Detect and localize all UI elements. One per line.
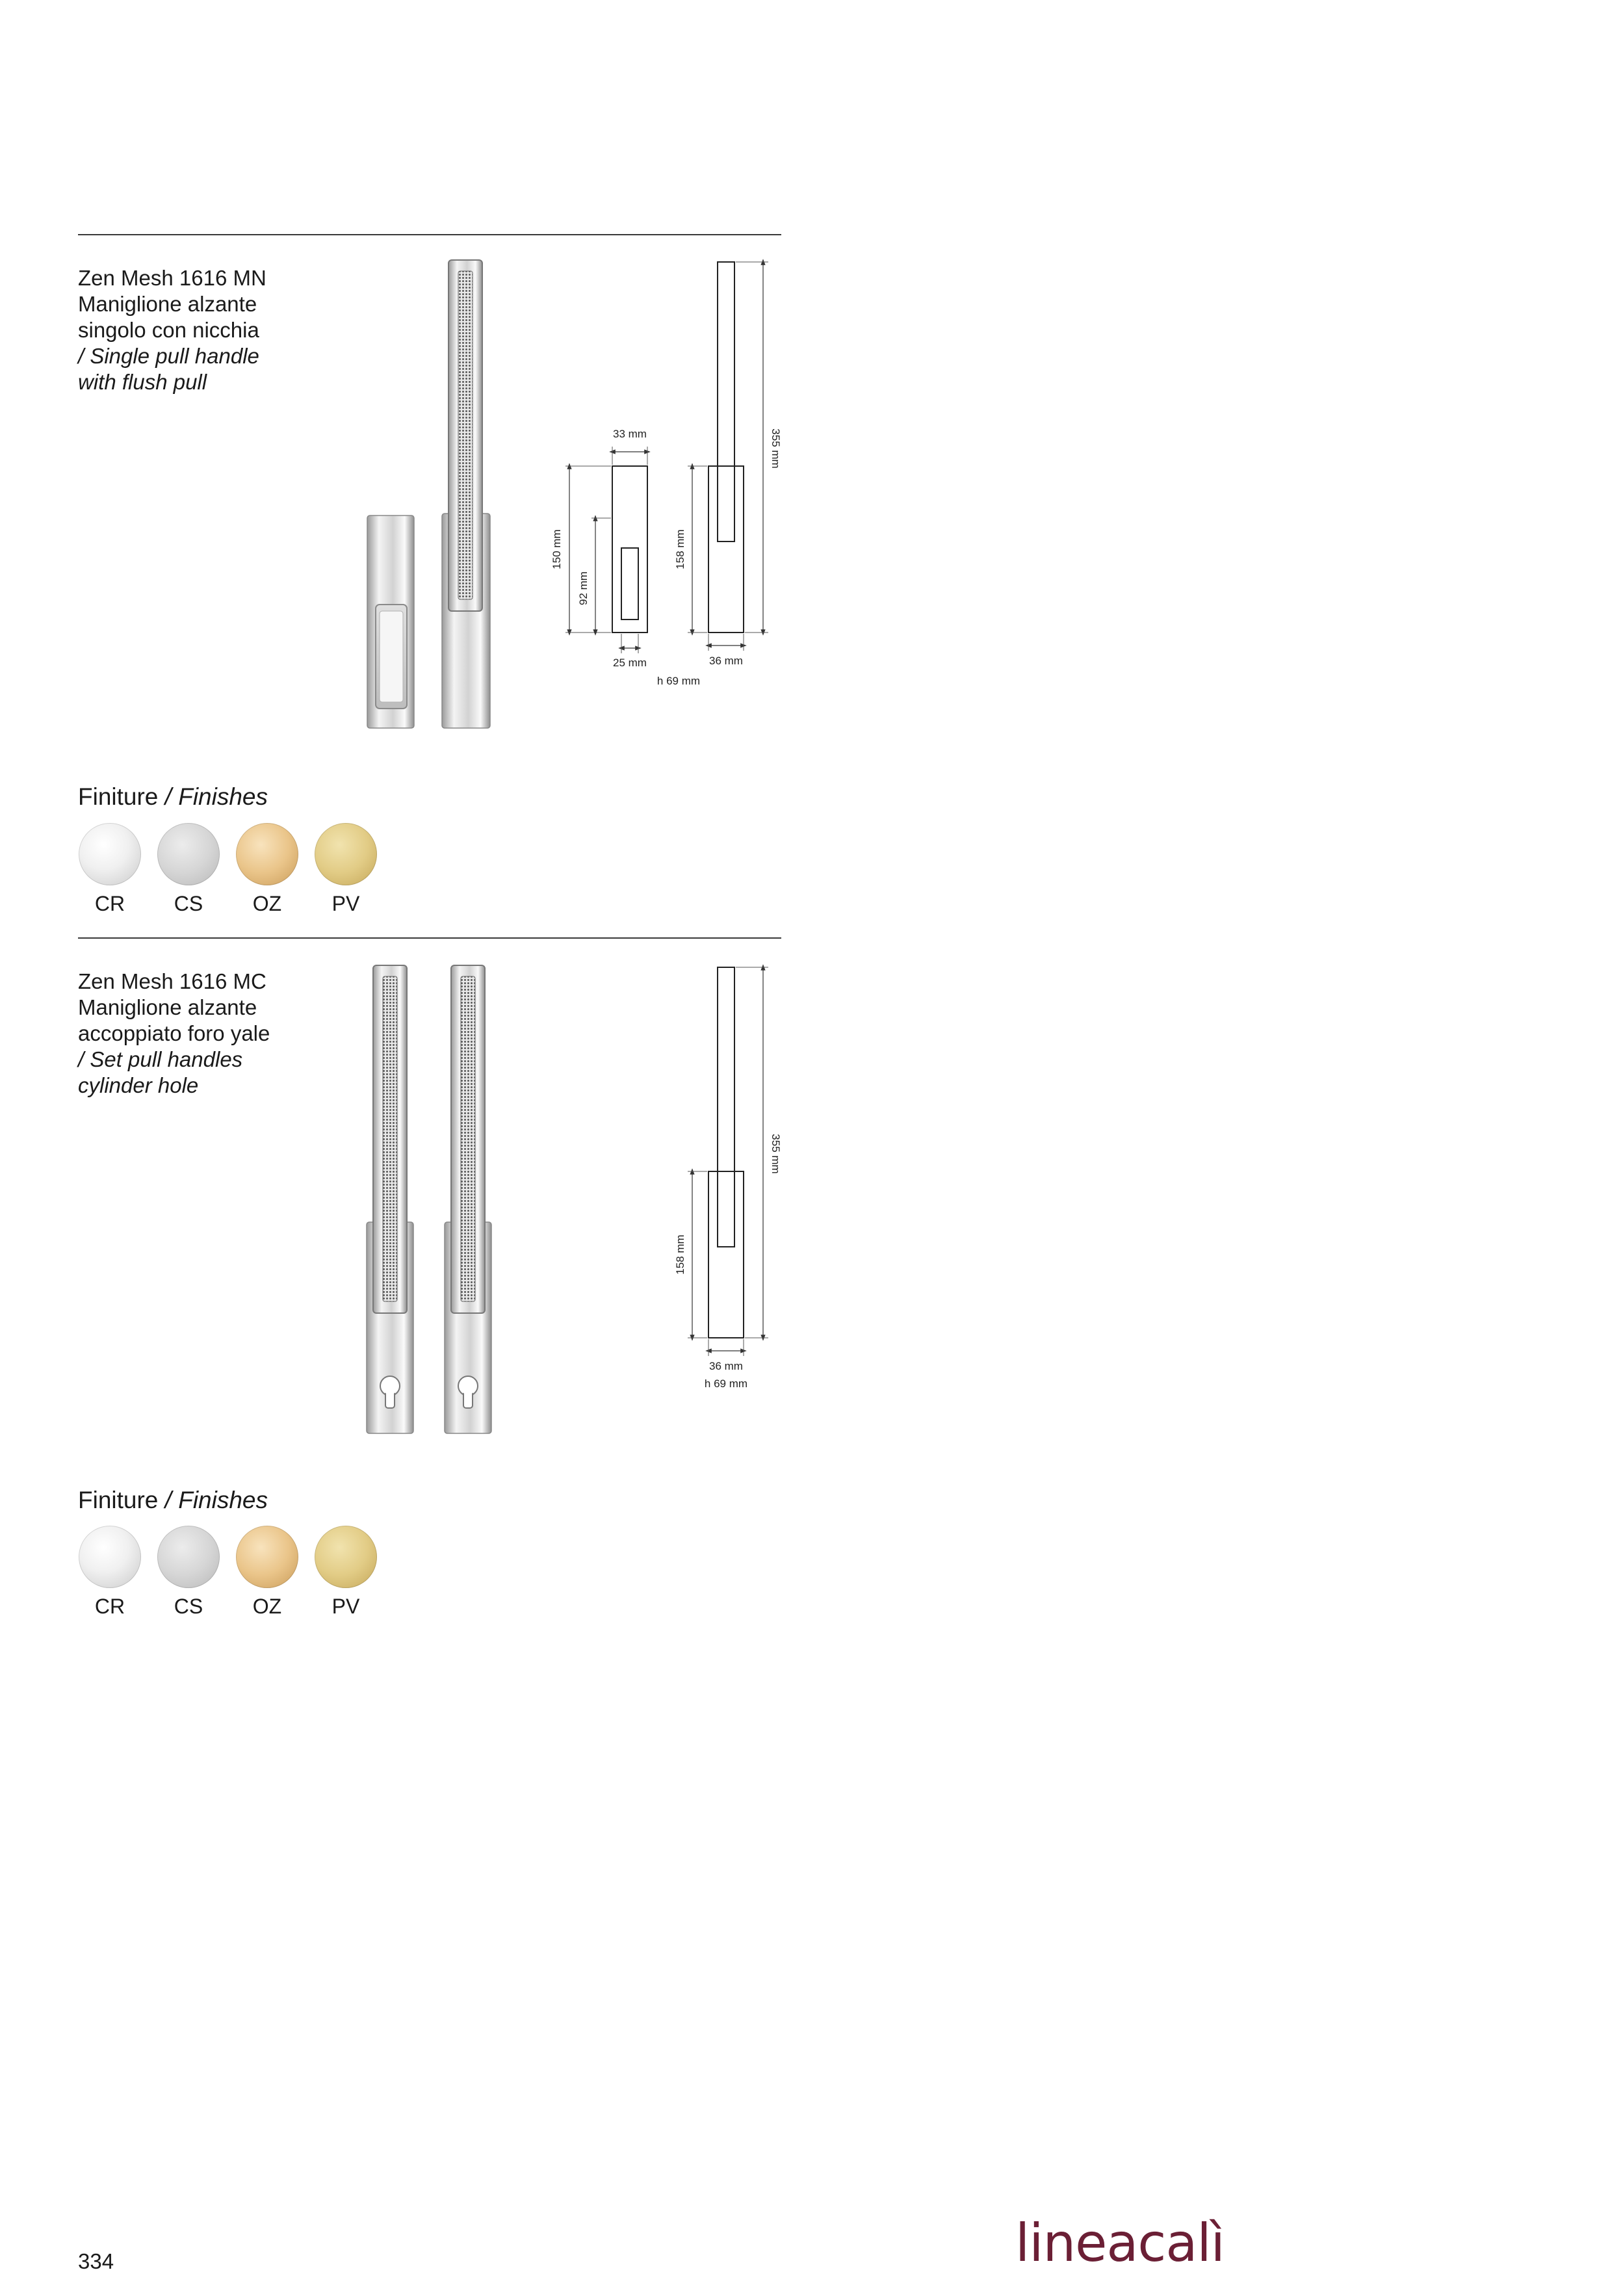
product-1-desc-it-2: singolo con nicchia <box>78 318 259 342</box>
finish-swatch-cr[interactable] <box>78 823 142 917</box>
product-2-model: Zen Mesh 1616 MC <box>78 969 266 993</box>
dim-flush-depth: h 69 mm <box>656 675 701 687</box>
finish-disc <box>157 1526 220 1588</box>
product-2-desc-it-2: accoppiato foro yale <box>78 1021 270 1045</box>
right-handle-image <box>445 965 491 1433</box>
dim-plate-width: 36 mm <box>709 655 743 667</box>
finish-disc <box>236 823 298 885</box>
section-divider-1 <box>78 234 781 235</box>
finishes-label-en: / Finishes <box>164 783 268 810</box>
dim-flush-height: 150 mm <box>551 529 563 569</box>
finish-swatch-cs[interactable] <box>157 1526 220 1619</box>
flush-pull-image <box>367 515 414 728</box>
section-divider-2 <box>78 937 781 939</box>
finishes-title-1 <box>78 783 268 811</box>
finish-disc <box>236 1526 298 1588</box>
finish-disc <box>157 823 220 885</box>
dim-flush-recess-height: 92 mm <box>577 571 590 605</box>
finish-disc <box>79 1526 141 1588</box>
dim-plate-width: 36 mm <box>709 1360 743 1372</box>
page-number: 334 <box>78 2249 114 2273</box>
dim-depth: h 69 mm <box>704 1377 748 1390</box>
dim-plate-height: 158 mm <box>674 529 686 569</box>
dim-total-height: 355 mm <box>770 1134 782 1174</box>
finish-code: PV <box>331 1595 360 1618</box>
finish-swatch-pv[interactable] <box>314 1526 378 1619</box>
finishes-swatches-1 <box>78 823 378 917</box>
finish-disc <box>79 823 141 885</box>
product-1-desc-en-1: / Single pull handle <box>78 344 259 368</box>
product-2-photo <box>356 962 512 1440</box>
finishes-label-it: Finiture <box>78 783 159 810</box>
dim-flush-recess-width: 25 mm <box>613 657 647 669</box>
product-1-photo <box>351 257 520 735</box>
finish-code: OZ <box>252 1595 282 1618</box>
brand-logo <box>1015 2214 1262 2273</box>
finishes-title-2 <box>78 1487 268 1514</box>
product-1-description <box>78 265 351 395</box>
brand-name: lineacalì <box>1015 2214 1225 2273</box>
finish-code: OZ <box>252 892 282 915</box>
finish-code: CS <box>174 892 203 915</box>
left-handle-image <box>367 965 413 1433</box>
finish-swatch-oz[interactable] <box>235 823 299 917</box>
product-1-desc-it-1: Maniglione alzante <box>78 292 257 316</box>
finishes-swatches-2 <box>78 1526 378 1619</box>
product-1-model: Zen Mesh 1616 MN <box>78 266 266 290</box>
finish-code: CR <box>94 892 125 915</box>
product-2-desc-it-1: Maniglione alzante <box>78 995 257 1019</box>
finish-swatch-pv[interactable] <box>314 823 378 917</box>
finish-code: CR <box>94 1595 125 1618</box>
product-2-desc-en-2: cylinder hole <box>78 1073 199 1097</box>
product-1-desc-en-2: with flush pull <box>78 370 207 394</box>
finish-code: PV <box>331 892 360 915</box>
product-2-description <box>78 969 351 1099</box>
finish-disc <box>315 823 377 885</box>
finish-swatch-cs[interactable] <box>157 823 220 917</box>
dim-total-height: 355 mm <box>770 428 782 469</box>
finish-disc <box>315 1526 377 1588</box>
product-2-technical-drawing <box>663 956 793 1404</box>
finish-code: CS <box>174 1595 203 1618</box>
dim-flush-width: 33 mm <box>613 428 647 440</box>
single-handle-image <box>442 260 490 728</box>
finish-swatch-cr[interactable] <box>78 1526 142 1619</box>
finish-swatch-oz[interactable] <box>235 1526 299 1619</box>
product-1-technical-drawing <box>533 250 793 699</box>
finishes-label-it: Finiture <box>78 1487 159 1513</box>
dim-plate-height: 158 mm <box>674 1234 686 1275</box>
product-2-desc-en-1: / Set pull handles <box>78 1047 243 1071</box>
finishes-label-en: / Finishes <box>164 1487 268 1513</box>
